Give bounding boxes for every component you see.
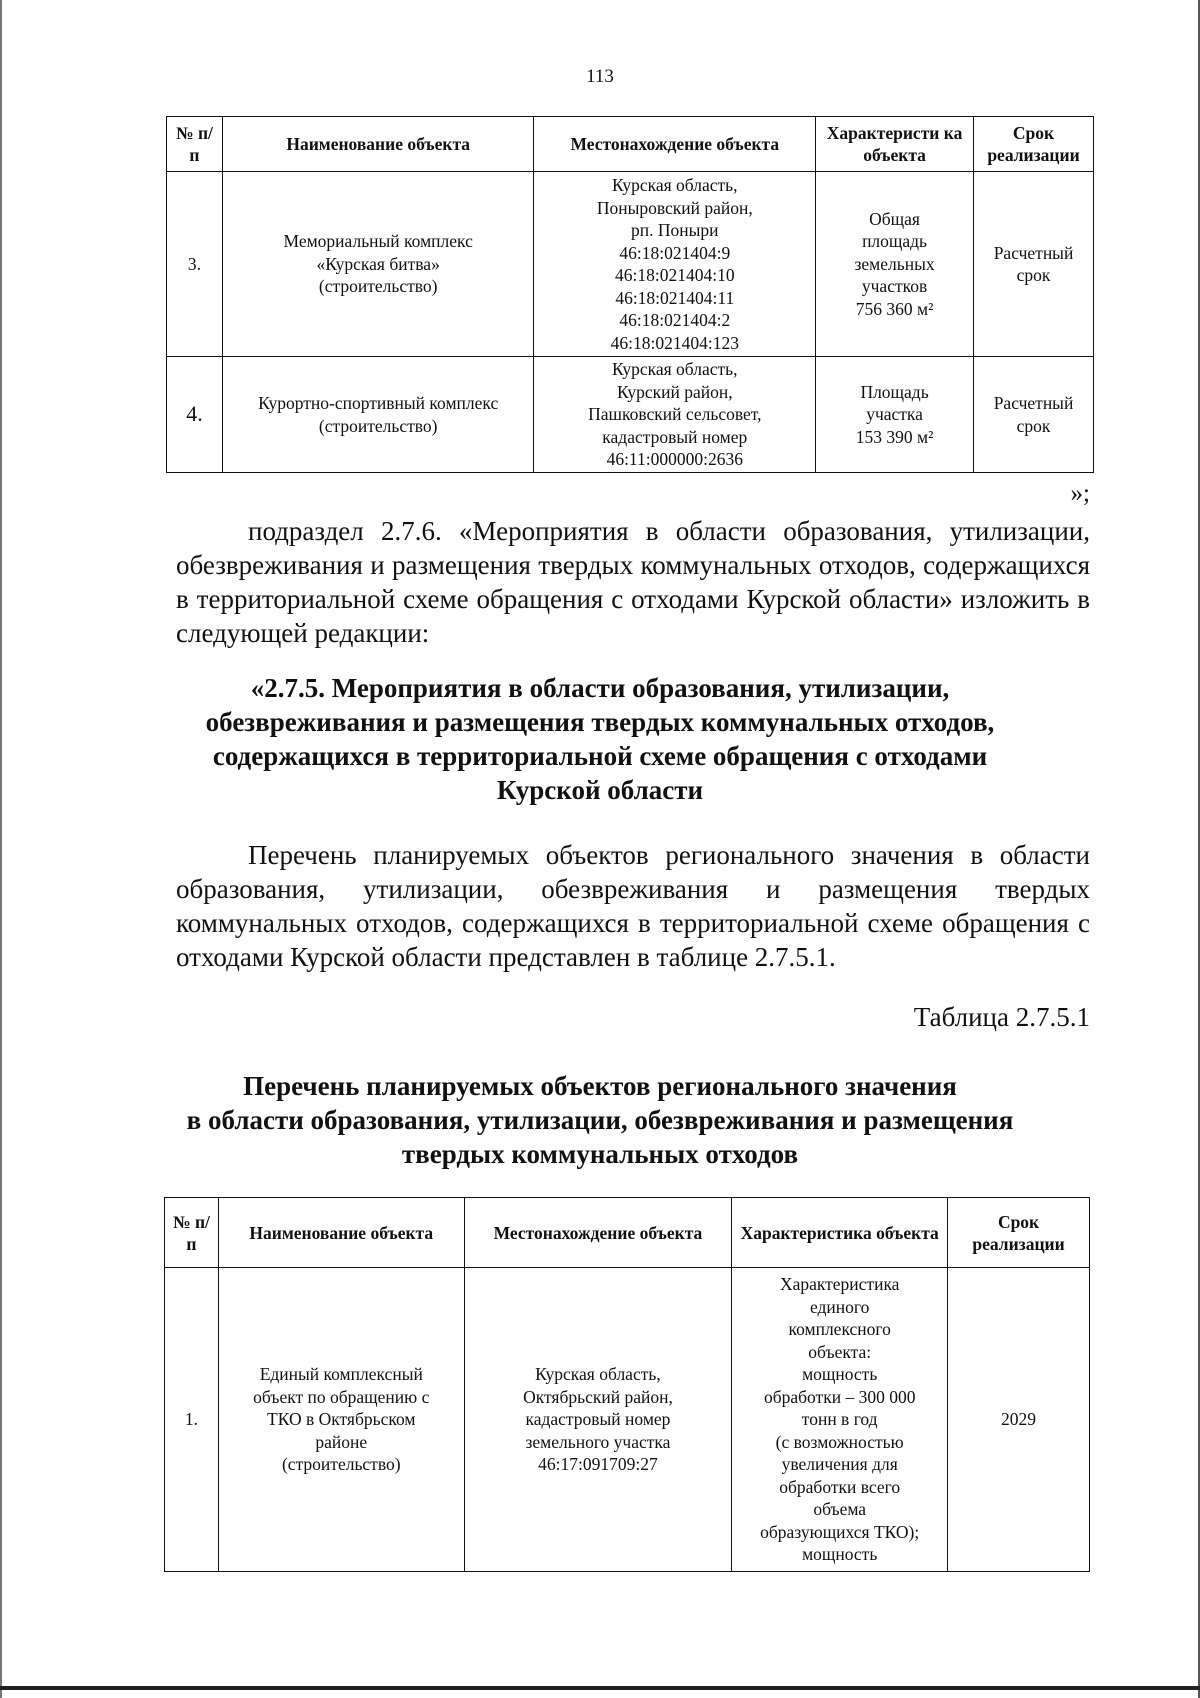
object-characteristic: Площадь участка 153 390 м²	[816, 357, 974, 473]
header-number: № п/п	[167, 117, 223, 172]
header-location: Местонахождение объекта	[464, 1198, 732, 1268]
paragraph-amendment: подраздел 2.7.6. «Мероприятия в области образования, утилизации, обезвреживания и размещения твердых коммунальных отходов, содержащихся в территориальной схеме обращения с отходами Курской области» изложить в следующей редакции:	[176, 516, 1090, 648]
header-characteristic: Характеристи ка объекта	[816, 117, 974, 172]
table-header-row	[165, 1198, 1090, 1268]
table-planned-objects	[164, 1197, 1090, 1572]
row-number: 3.	[167, 172, 223, 357]
row-number: 1.	[165, 1268, 219, 1572]
header-term: Срок реализации	[948, 1198, 1090, 1268]
header-name: Наименование объекта	[222, 117, 534, 172]
table-caption: Таблица 2.7.5.1	[913, 1002, 1090, 1032]
header-number: № п/п	[165, 1198, 219, 1268]
table-row	[167, 172, 1094, 357]
header-term: Срок реализации	[974, 117, 1094, 172]
object-name: Мемориальный комплекс «Курская битва» (строительство)	[222, 172, 534, 357]
table-continued	[166, 116, 1094, 473]
table-title: Перечень планируемых объектов регионального значения в области образования, утилизации, обезвреживания и размещения твердых коммунальных отходов	[186, 1071, 1014, 1169]
scan-bottom-edge	[0, 1686, 1200, 1690]
object-location: Курская область, Курский район, Пашковский сельсовет, кадастровый номер 46:11:000000:2636	[534, 357, 816, 473]
object-term: 2029	[948, 1268, 1090, 1572]
object-name: Курортно-спортивный комплекс (строительство)	[222, 357, 534, 473]
object-location: Курская область, Поныровский район, рп. Поныри 46:18:021404:9 46:18:021404:10 46:18:021404:11 46:18:021404:2 46:18:021404:123	[534, 172, 816, 357]
object-characteristic: Общая площадь земельных участков 756 360 м²	[816, 172, 974, 357]
section-title: «2.7.5. Мероприятия в области образования, утилизации, обезвреживания и размещения твердых коммунальных отходов, содержащихся в территориальной схеме обращения с отходами Курской области	[205, 673, 995, 805]
object-term: Расчетный срок	[974, 172, 1094, 357]
closing-quote: »;	[1070, 480, 1090, 507]
header-characteristic: Характеристика объекта	[732, 1198, 948, 1268]
scan-left-edge	[0, 0, 2, 1698]
header-name: Наименование объекта	[218, 1198, 464, 1268]
row-number: 4.	[167, 357, 223, 473]
table-row	[167, 357, 1094, 473]
object-term: Расчетный срок	[974, 357, 1094, 473]
header-location: Местонахождение объекта	[534, 117, 816, 172]
page-number: 113	[586, 66, 614, 87]
object-name: Единый комплексный объект по обращению с ТКО в Октябрьском районе (строительство)	[218, 1268, 464, 1572]
object-location: Курская область, Октябрьский район, кадастровый номер земельного участка 46:17:091709:27	[464, 1268, 732, 1572]
paragraph-list-intro: Перечень планируемых объектов регионального значения в области образования, утилизации, обезвреживания и размещения твердых коммунальных отходов, содержащихся в территориальной схеме обращения с отходами Курской области представлен в таблице 2.7.5.1.	[176, 840, 1090, 972]
table-row	[165, 1268, 1090, 1572]
object-characteristic: Характеристика единого комплексного объекта: мощность обработки – 300 000 тонн в год (с возможностью увеличения для обработки всего объема образующихся ТКО); мощность	[732, 1268, 948, 1572]
table-header-row	[167, 117, 1094, 172]
